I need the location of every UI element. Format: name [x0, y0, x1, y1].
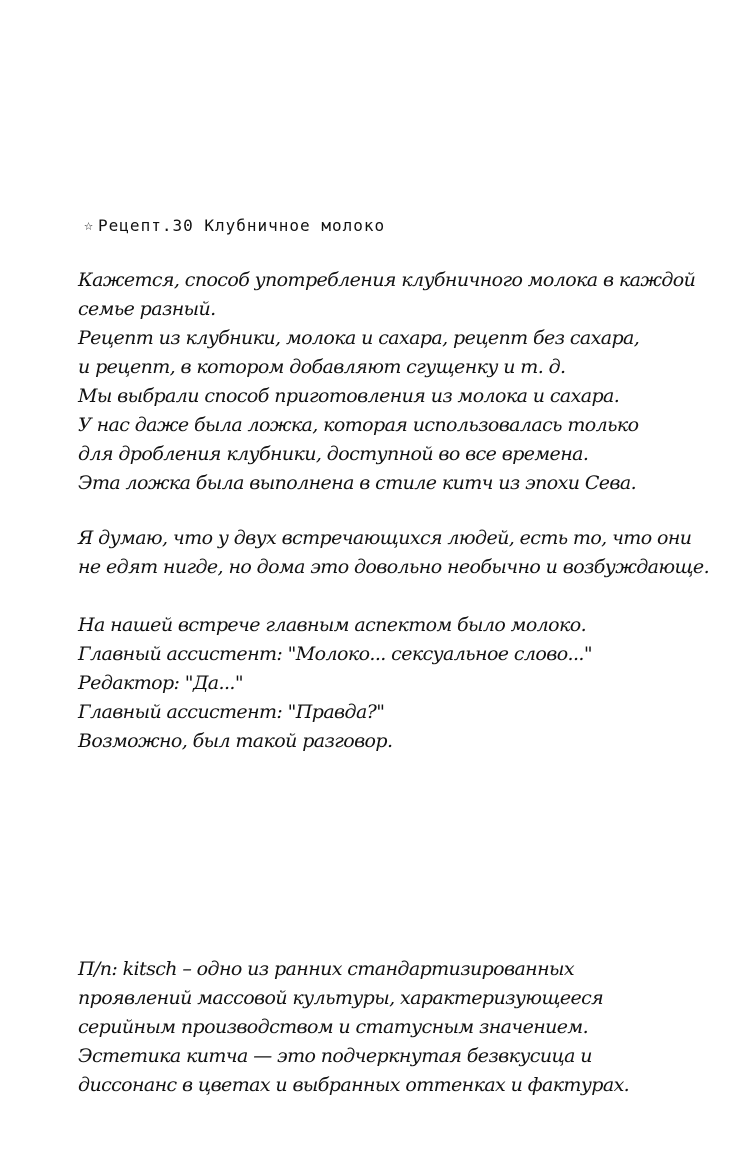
paragraph-dialogue [78, 611, 592, 756]
text-line: семье разный. [78, 298, 216, 320]
text-line: Рецепт из клубники, молока и сахара, рецепт без сахара, [78, 327, 640, 349]
text-line: Эстетика китча — это подчеркнутая безвкусица и [78, 1045, 592, 1067]
translator-note [78, 955, 629, 1100]
text-line: У нас даже была ложка, которая использовалась только [78, 414, 639, 436]
text-line: диссонанс в цветах и выбранных оттенках и фактурах. [78, 1074, 630, 1096]
text-line: Эта ложка была выполнена в стиле китч из эпохи Сева. [78, 472, 637, 494]
text-line: Главный ассистент: "Правда?" [78, 701, 385, 723]
text-line: Мы выбрали способ приготовления из молока и сахара. [78, 385, 620, 407]
text-line: П/п: kitsch – одно из ранних стандартизированных [78, 958, 575, 980]
paragraph-intro [78, 266, 695, 498]
recipe-title [84, 216, 385, 235]
text-line: проявлений массовой культуры, характеризующееся [78, 987, 604, 1009]
text-line: На нашей встрече главным аспектом было молоко. [78, 614, 587, 636]
text-line: Кажется, способ употребления клубничного молока в каждой [78, 269, 696, 291]
text-line: для дробления клубники, доступной во все времена. [78, 443, 589, 465]
text-line: Главный ассистент: "Молоко... сексуальное слово..." [78, 643, 592, 665]
text-line: не едят нигде, но дома это довольно необычно и возбуждающе. [78, 556, 710, 578]
text-line: Я думаю, что у двух встречающихся людей, есть то, что они [78, 527, 692, 549]
text-line: серийным производством и статусным значением. [78, 1016, 589, 1038]
text-line: Редактор: "Да..." [78, 672, 243, 694]
text-line: и рецепт, в котором добавляют сгущенку и т. д. [78, 356, 566, 378]
paragraph-thoughts [78, 524, 709, 582]
recipe-title-text: Рецепт.30 Клубничное молоко [98, 216, 386, 235]
text-line: Возможно, был такой разговор. [78, 730, 393, 752]
star-icon: ☆ [84, 216, 95, 234]
